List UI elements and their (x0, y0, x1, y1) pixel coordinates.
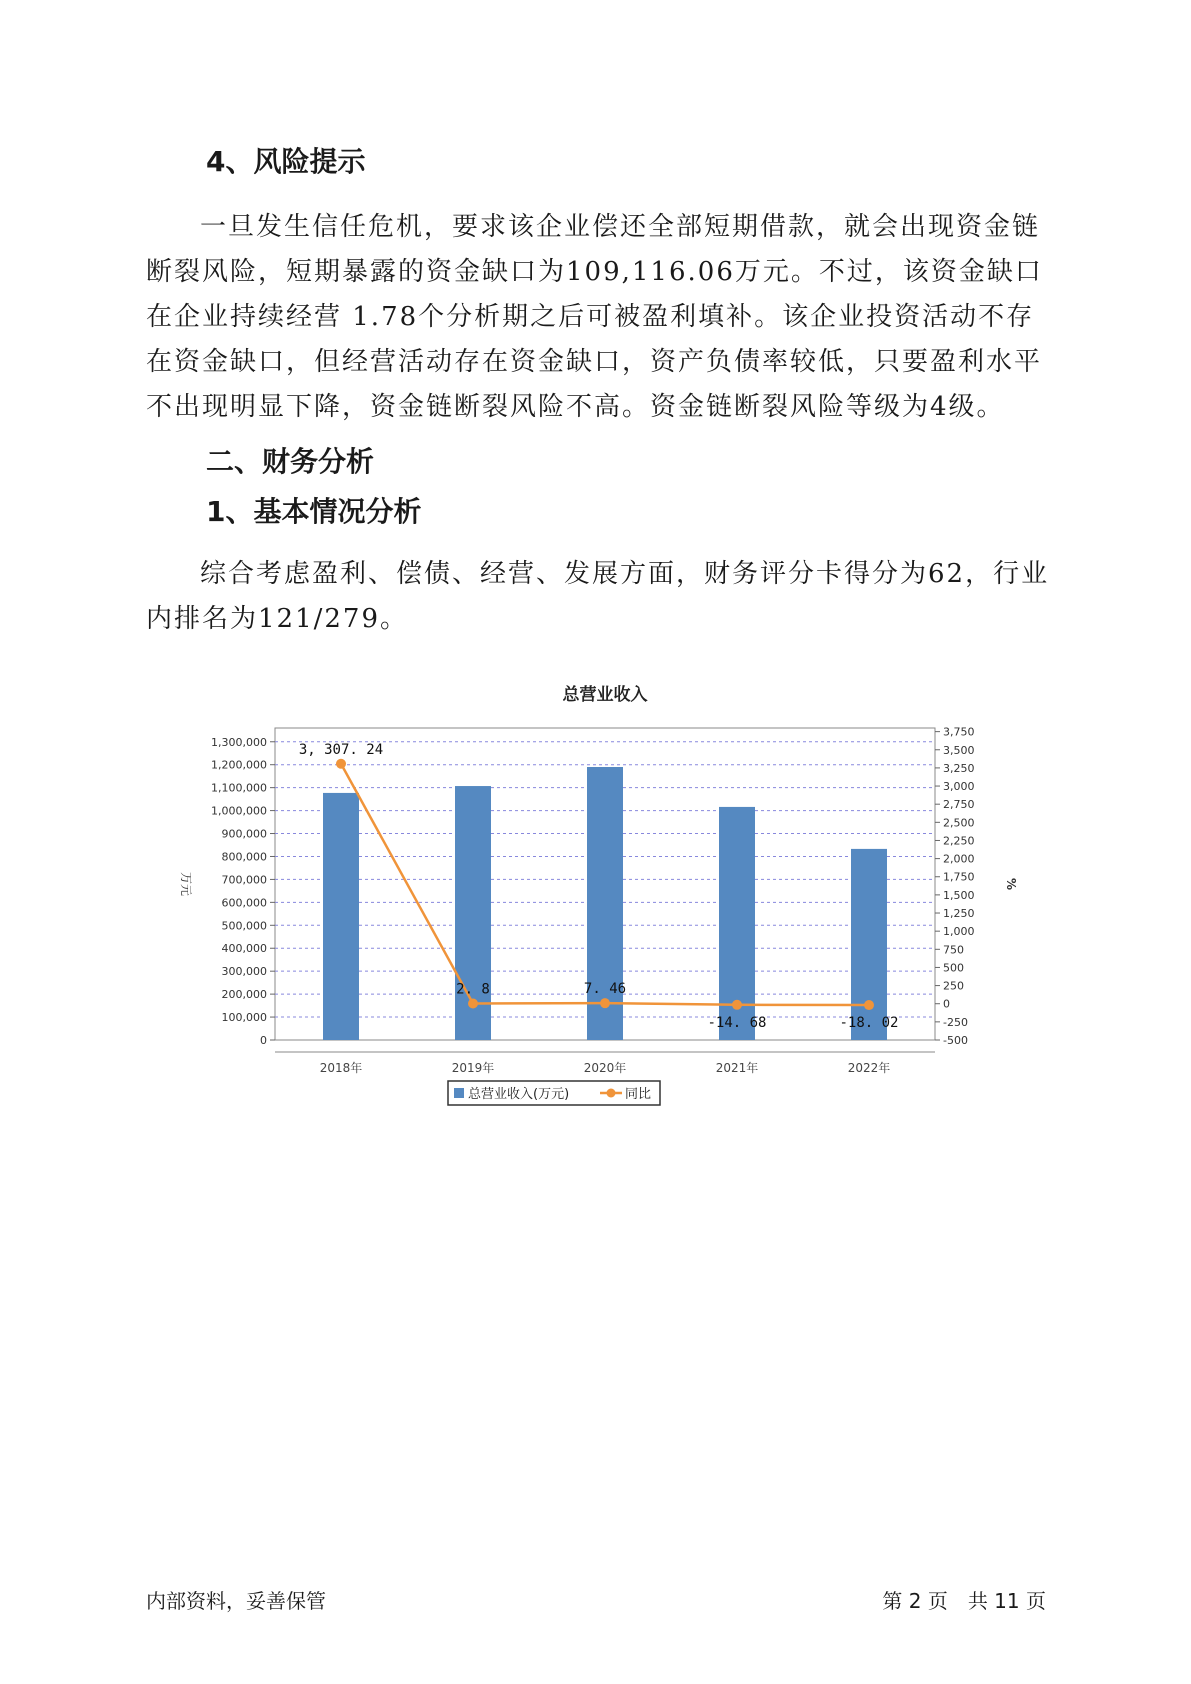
y-tick-label: 600,000 (221, 896, 267, 910)
legend-label: 同比 (625, 1087, 652, 1102)
y2-tick-label: 0 (943, 997, 950, 1011)
line-point (468, 999, 478, 1009)
x-tick-label: 2022年 (847, 1061, 891, 1075)
basic-heading: 1、基本情况分析 (206, 495, 422, 528)
y2-tick-label: 3,750 (943, 725, 975, 739)
risk-paragraph: 一旦发生信任危机，要求该企业偿还全部短期借款，就会出现资金链断裂风险，短期暴露的资金缺口为109,116.06万元。不过，该资金缺口在企业持续经营 1.78个分析期之后可被盈利填补。该企业投资活动不存在资金缺口，但经营活动存在资金缺口，资产负债率较低，只要盈利水平不出现明显下降，资金链断裂风险不高。资金链断裂风险等级为4级。 (146, 212, 1043, 422)
y2-tick-label: 2,500 (943, 816, 975, 830)
data-label: -18. 02 (839, 1015, 899, 1032)
data-label: 7. 46 (583, 981, 627, 998)
line-point (336, 759, 346, 769)
y2-tick-label: 1,500 (943, 888, 975, 902)
y2-tick-label: 250 (943, 979, 964, 993)
y-tick-label: 200,000 (221, 988, 267, 1002)
y2-tick-label: 1,750 (943, 870, 975, 884)
x-tick-label: 2020年 (583, 1061, 627, 1075)
y-tick-label: 1,200,000 (211, 758, 267, 772)
legend-swatch-bar (454, 1088, 464, 1098)
revenue-chart (170, 670, 1030, 1120)
x-tick-label: 2019年 (451, 1061, 495, 1075)
y2-tick-label: 3,500 (943, 743, 975, 757)
data-label: 3, 307. 24 (298, 741, 384, 758)
y-tick-label: 500,000 (221, 919, 267, 933)
y-tick-label: 1,100,000 (211, 781, 267, 795)
y2-tick-label: 1,000 (943, 925, 975, 939)
y-tick-label: 1,000,000 (211, 804, 267, 818)
y-tick-label: 300,000 (221, 965, 267, 979)
risk-heading: 4、风险提示 (206, 145, 366, 178)
y2-tick-label: 3,250 (943, 761, 975, 775)
y-tick-label: 700,000 (221, 873, 267, 887)
legend-swatch-point (607, 1089, 616, 1098)
data-label: -14. 68 (707, 1014, 767, 1031)
y-tick-label: 1,300,000 (211, 735, 267, 749)
y2-tick-label: 500 (943, 961, 964, 975)
bar (851, 849, 887, 1040)
y2-tick-label: -500 (943, 1034, 968, 1047)
y2-tick-label: 2,250 (943, 834, 975, 848)
page-number: 第 2 页 共 11 页 (882, 1589, 1046, 1613)
line-point (864, 1000, 874, 1010)
x-tick-label: 2021年 (715, 1061, 759, 1075)
y2-tick-label: -250 (943, 1015, 968, 1029)
finance-heading: 二、财务分析 (206, 445, 375, 478)
line-point (732, 1000, 742, 1010)
y2-tick-label: 750 (943, 943, 964, 957)
x-tick-label: 2018年 (319, 1061, 363, 1075)
line-point (600, 998, 610, 1008)
chart-title: 总营业收入 (562, 685, 648, 705)
y-tick-label: 900,000 (221, 827, 267, 841)
y-tick-label: 800,000 (221, 850, 267, 864)
y-axis-label: 万元 (179, 871, 193, 897)
y-tick-label: 100,000 (221, 1011, 267, 1025)
y2-tick-label: 3,000 (943, 780, 975, 794)
y2-axis-label: % (1004, 877, 1018, 891)
y-tick-label: 0 (260, 1034, 267, 1047)
data-label: 2. 8 (456, 981, 490, 998)
y2-tick-label: 1,250 (943, 907, 975, 921)
basic-paragraph: 综合考虑盈利、偿债、经营、发展方面，财务评分卡得分为62，行业内排名为121/279。 (146, 559, 1050, 634)
y-tick-label: 400,000 (221, 942, 267, 956)
bar (323, 793, 359, 1040)
y2-tick-label: 2,750 (943, 798, 975, 812)
footer-note: 内部资料，妥善保管 (146, 1589, 326, 1613)
y2-tick-label: 2,000 (943, 852, 975, 866)
legend-label: 总营业收入(万元) (468, 1087, 570, 1102)
